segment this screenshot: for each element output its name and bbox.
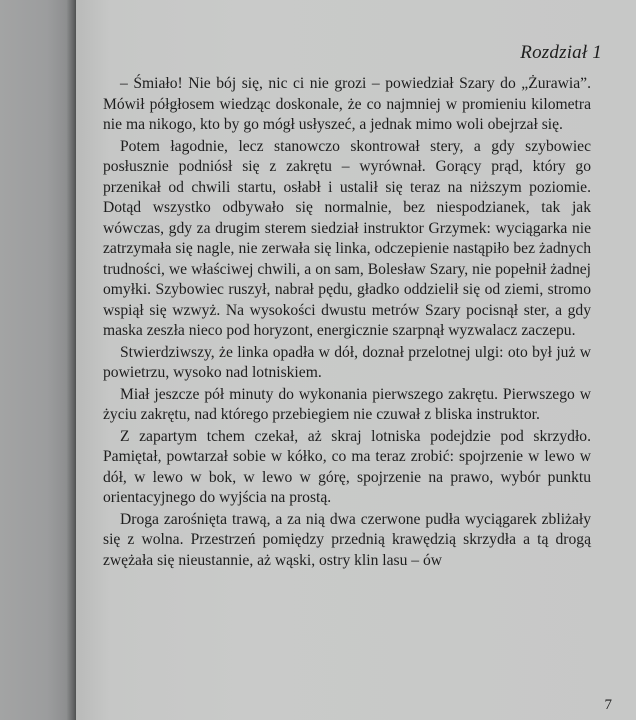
paragraph-5: Z zapartym tchem czekał, aż skraj lotniska podejdzie pod skrzydło. Pamiętał, powtarzał sobie w kółko, co ma teraz zrobić: spojrzenie w lewo w dół, w lewo w bok, w lewo w górę, spojrzenie na prawo, wybór punktu orientacyjnego do wyjścia na prostą. bbox=[103, 427, 591, 506]
previous-page-edge bbox=[0, 0, 78, 720]
paragraph-6: Droga zarośnięta trawą, a za nią dwa czerwone pudła wyciągarek zbliżały się z wolna. Przestrzeń pomiędzy przednią krawędzią skrzydła a tą drogą zwężała się nieustannie, aż wąski, ostry klin lasu – ów bbox=[103, 510, 591, 569]
paragraph-4: Miał jeszcze pół minuty do wykonania pierwszego zakrętu. Pierwszego w życiu zakrętu, nad którego przebiegiem nie czuwał z bliska instruktor. bbox=[103, 385, 591, 423]
book-page bbox=[76, 0, 636, 720]
page-number: 7 bbox=[604, 697, 612, 713]
paragraph-2: Potem łagodnie, lecz stanowczo skontrował stery, a gdy szybowiec posłusznie podniósł się z zakrętu – wyrównał. Gorący prąd, który go przenikał od chwili startu, osłabł i ustalił się teraz na niższym poziomie. Dotąd wszystko odbywało się normalnie, bez niespodzianek, tak jak wówczas, gdy za drugim sterem siedział instruktor Grzymek: wyciągarka nie zatrzymała się nagle, nie zerwała się linka, odczepienie nastąpiło bez żadnych trudności, we właściwej chwili, a on sam, Bolesław Szary, nie popełnił żadnej omyłki. Szybowiec ruszył, nabrał pędu, gładko oddzielił się od ziemi, stromo wspiął się wzwyż. Na wysokości dwustu metrów Szary pocisnął ster, a gdy maska zeszła nieco pod horyzont, energicznie szarpnął wyzwalacz zaczepu. bbox=[103, 137, 591, 339]
running-head: Rozdział 1 bbox=[520, 42, 602, 63]
paragraph-1: – Śmiało! Nie bój się, nic ci nie grozi – powiedział Szary do „Żurawia”. Mówił półgłosem wiedząc doskonale, że co najmniej w promieniu kilometra nie ma nikogo, kto by go mógł usłyszeć, a jednak mimo woli obejrzał się. bbox=[103, 75, 591, 133]
body-text bbox=[103, 74, 591, 571]
paragraph-3: Stwierdziwszy, że linka opadła w dół, doznał przelotnej ulgi: oto był już w powietrzu, wysoko nad lotniskiem. bbox=[103, 343, 591, 381]
